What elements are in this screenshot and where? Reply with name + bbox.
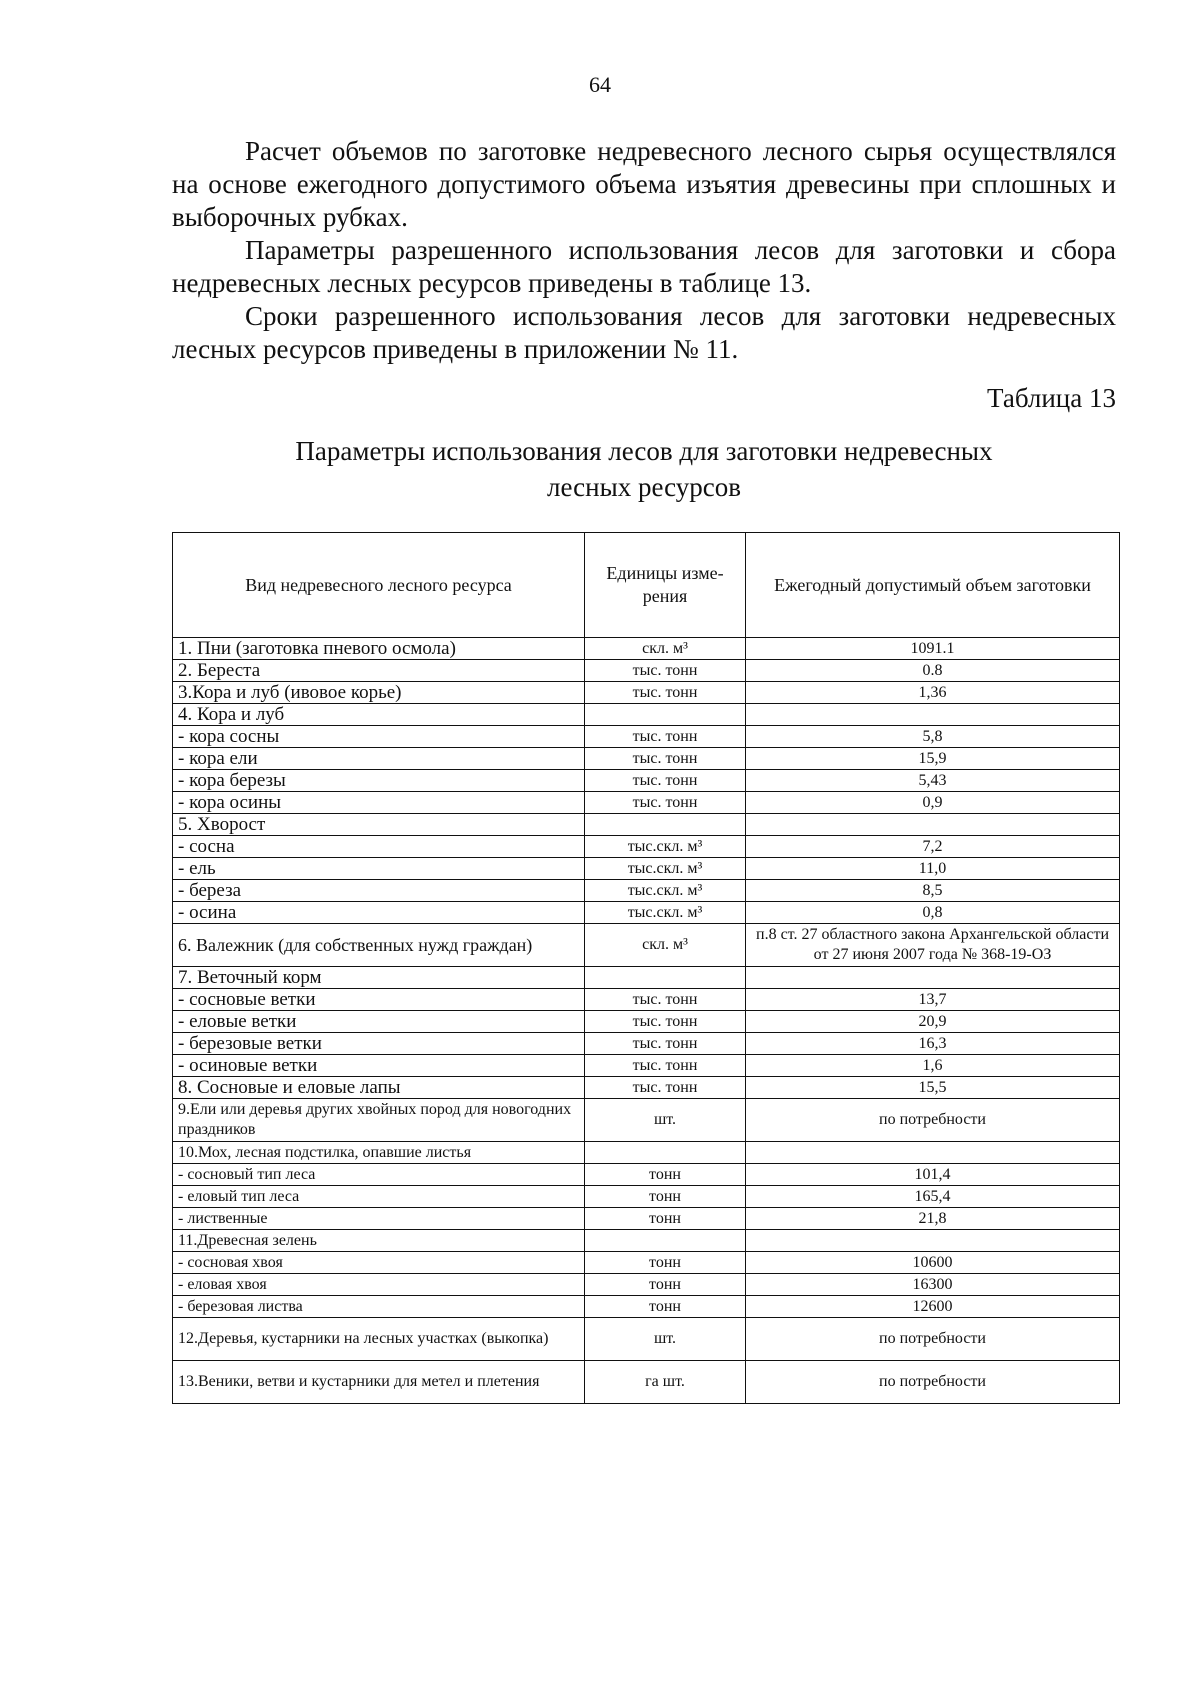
table-row: [173, 748, 1120, 770]
resource-value: 20,9: [746, 1011, 1120, 1033]
body-text: [172, 135, 1116, 366]
resource-unit: тыс. тонн: [585, 748, 746, 770]
resource-name: - ель: [173, 858, 585, 880]
table-row: [173, 1361, 1120, 1404]
paragraph-1: Расчет объемов по заготовке недревесного лесного сырья осуществлялся на основе ежегодного допустимого объема изъятия древесины при сплошных и выборочных рубках.: [172, 136, 1116, 232]
resource-name: - береза: [173, 880, 585, 902]
resource-name: 10.Мох, лесная подстилка, опавшие листья: [173, 1142, 585, 1164]
resource-unit: тыс. тонн: [585, 660, 746, 682]
resource-unit: тыс.скл. м³: [585, 836, 746, 858]
table-row: [173, 858, 1120, 880]
resource-unit: тыс.скл. м³: [585, 880, 746, 902]
resource-unit: скл. м³: [585, 924, 746, 967]
table-row: [173, 902, 1120, 924]
table-row: [173, 989, 1120, 1011]
table-row: [173, 1077, 1120, 1099]
table-label: Таблица 13: [987, 383, 1116, 413]
resource-unit: тыс. тонн: [585, 1077, 746, 1099]
table-title-line-1: Параметры использования лесов для заготовки недревесных: [295, 436, 993, 466]
resource-name: - кора сосны: [173, 726, 585, 748]
table-title-line-2: лесных ресурсов: [547, 472, 741, 502]
table-row: [173, 770, 1120, 792]
resource-unit: тыс. тонн: [585, 1033, 746, 1055]
table-title: [172, 433, 1116, 505]
table-row: [173, 1011, 1120, 1033]
resource-value: 10600: [746, 1252, 1120, 1274]
resource-value: по потребности: [746, 1099, 1120, 1142]
resource-name: 7. Веточный корм: [173, 967, 585, 989]
resource-name: - кора осины: [173, 792, 585, 814]
resource-unit: скл. м³: [585, 638, 746, 660]
resource-value: [746, 1142, 1120, 1164]
resource-name: 6. Валежник (для собственных нужд граждан): [173, 924, 585, 967]
table-row: [173, 682, 1120, 704]
table-row: [173, 1033, 1120, 1055]
resource-value: 1,36: [746, 682, 1120, 704]
table-row: [173, 1099, 1120, 1142]
table-row: [173, 660, 1120, 682]
table-row: [173, 880, 1120, 902]
resource-name: 1. Пни (заготовка пневого осмола): [173, 638, 585, 660]
paragraph-2: Параметры разрешенного использования лесов для заготовки и сбора недревесных лесных ресурсов приведены в таблице 13.: [172, 235, 1116, 298]
resource-value: 12600: [746, 1296, 1120, 1318]
resource-unit: шт.: [585, 1099, 746, 1142]
resource-value: 15,9: [746, 748, 1120, 770]
header-unit: Единицы изме-рения: [585, 533, 746, 638]
resource-value: 15,5: [746, 1077, 1120, 1099]
header-resource-type: Вид недревесного лесного ресурса: [173, 533, 585, 638]
resource-value: 0.8: [746, 660, 1120, 682]
resource-name: 4. Кора и луб: [173, 704, 585, 726]
table-row: [173, 814, 1120, 836]
table-row: [173, 1296, 1120, 1318]
table-row: [173, 704, 1120, 726]
resource-name: 13.Веники, ветви и кустарники для метел и плетения: [173, 1361, 585, 1404]
resource-unit: тонн: [585, 1164, 746, 1186]
table-row: [173, 967, 1120, 989]
paragraph-3: Сроки разрешенного использования лесов для заготовки недревесных лесных ресурсов приведены в приложении № 11.: [172, 301, 1116, 364]
resource-unit: [585, 1230, 746, 1252]
resource-unit: тыс. тонн: [585, 1055, 746, 1077]
resource-value: 0,8: [746, 902, 1120, 924]
resource-value: 11,0: [746, 858, 1120, 880]
resource-unit: шт.: [585, 1318, 746, 1361]
resource-unit: тыс.скл. м³: [585, 858, 746, 880]
resource-value: 7,2: [746, 836, 1120, 858]
resource-value: 1091.1: [746, 638, 1120, 660]
table-row: [173, 1318, 1120, 1361]
resource-value: [746, 1230, 1120, 1252]
resource-value: 13,7: [746, 989, 1120, 1011]
resource-name: 11.Древесная зелень: [173, 1230, 585, 1252]
header-annual-volume: Ежегодный допустимый объем заготовки: [746, 533, 1120, 638]
resource-unit: га шт.: [585, 1361, 746, 1404]
resource-name: - лиственные: [173, 1208, 585, 1230]
resource-name: - кора ели: [173, 748, 585, 770]
resource-value: [746, 967, 1120, 989]
resource-unit: тонн: [585, 1274, 746, 1296]
resource-value: 5,8: [746, 726, 1120, 748]
resource-name: - сосна: [173, 836, 585, 858]
resource-unit: тонн: [585, 1186, 746, 1208]
table-row: [173, 1252, 1120, 1274]
resource-value: по потребности: [746, 1361, 1120, 1404]
resource-value: по потребности: [746, 1318, 1120, 1361]
resource-name: - осиновые ветки: [173, 1055, 585, 1077]
resource-unit: тыс. тонн: [585, 726, 746, 748]
resource-name: - еловый тип леса: [173, 1186, 585, 1208]
resource-value: 16,3: [746, 1033, 1120, 1055]
resource-unit: тыс. тонн: [585, 1011, 746, 1033]
resource-value: п.8 ст. 27 областного закона Архангельской области от 27 июня 2007 года № 368-19-ОЗ: [746, 924, 1120, 967]
resources-table: [172, 532, 1120, 1404]
resource-value: 5,43: [746, 770, 1120, 792]
resource-unit: тыс. тонн: [585, 792, 746, 814]
resource-name: - сосновая хвоя: [173, 1252, 585, 1274]
resource-value: [746, 704, 1120, 726]
resource-unit: [585, 704, 746, 726]
table-header-row: [173, 533, 1120, 638]
resource-name: 5. Хворост: [173, 814, 585, 836]
resource-unit: тыс. тонн: [585, 770, 746, 792]
resource-unit: [585, 967, 746, 989]
resource-name: - сосновые ветки: [173, 989, 585, 1011]
resource-unit: тыс.скл. м³: [585, 902, 746, 924]
resource-value: 16300: [746, 1274, 1120, 1296]
resource-unit: тыс. тонн: [585, 682, 746, 704]
resource-value: 0,9: [746, 792, 1120, 814]
table-row: [173, 1142, 1120, 1164]
resource-value: 21,8: [746, 1208, 1120, 1230]
resource-unit: тыс. тонн: [585, 989, 746, 1011]
resource-name: - березовая листва: [173, 1296, 585, 1318]
resource-name: - кора березы: [173, 770, 585, 792]
table-row: [173, 924, 1120, 967]
table-row: [173, 792, 1120, 814]
resource-unit: тонн: [585, 1252, 746, 1274]
resource-name: - еловые ветки: [173, 1011, 585, 1033]
resource-name: 9.Ели или деревья других хвойных пород для новогодних праздников: [173, 1099, 585, 1142]
resource-name: 2. Береста: [173, 660, 585, 682]
resource-name: 8. Сосновые и еловые лапы: [173, 1077, 585, 1099]
table-row: [173, 1186, 1120, 1208]
resource-unit: [585, 814, 746, 836]
resource-name: 12.Деревья, кустарники на лесных участках (выкопка): [173, 1318, 585, 1361]
table-row: [173, 1055, 1120, 1077]
resource-unit: [585, 1142, 746, 1164]
resource-unit: тонн: [585, 1208, 746, 1230]
table-row: [173, 1230, 1120, 1252]
page-number: 64: [589, 72, 611, 97]
resource-name: - березовые ветки: [173, 1033, 585, 1055]
resource-unit: тонн: [585, 1296, 746, 1318]
table-row: [173, 1164, 1120, 1186]
table-row: [173, 726, 1120, 748]
resource-name: 3.Кора и луб (ивовое корье): [173, 682, 585, 704]
table-row: [173, 836, 1120, 858]
resource-name: - сосновый тип леса: [173, 1164, 585, 1186]
resource-value: 101,4: [746, 1164, 1120, 1186]
table-row: [173, 638, 1120, 660]
resource-value: 8,5: [746, 880, 1120, 902]
resource-value: [746, 814, 1120, 836]
table-row: [173, 1274, 1120, 1296]
resource-value: 1,6: [746, 1055, 1120, 1077]
resource-name: - осина: [173, 902, 585, 924]
table-row: [173, 1208, 1120, 1230]
resource-name: - еловая хвоя: [173, 1274, 585, 1296]
resource-value: 165,4: [746, 1186, 1120, 1208]
